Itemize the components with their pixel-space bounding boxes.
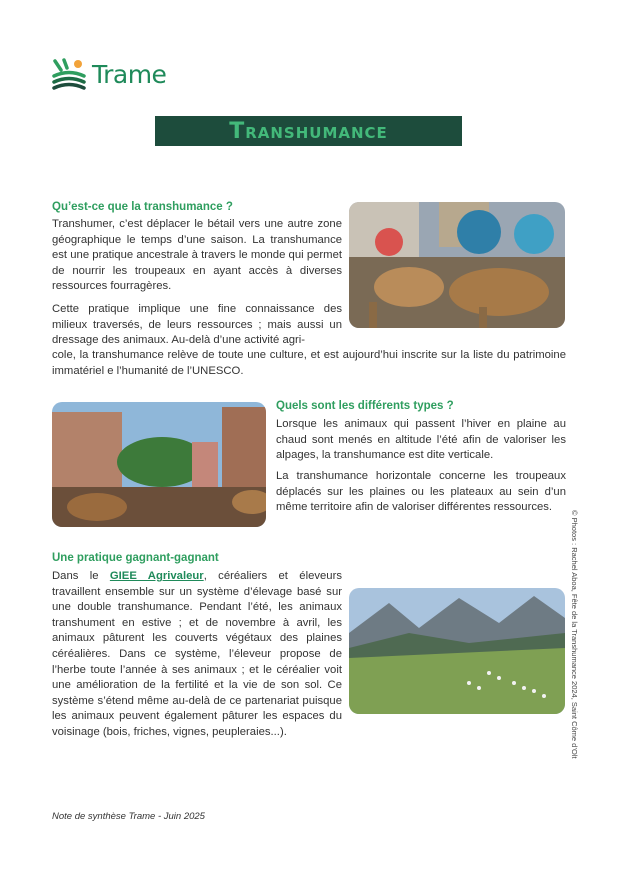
trame-logo-icon [52,57,86,91]
village-fountain-photo [52,402,266,527]
section-3-heading: Une pratique gagnant-gagnant [52,552,219,564]
section-1-paragraph-1: Transhumer, c’est déplacer le bétail vers une autre zone géographique le temps d’une saison. La transhumance est une pratique ancestrale à travers le monde qui permet de nourrir les troupeaux en ayant accès à diverses ressources fourragères. [52,218,342,293]
section-2-paragraph-2: La transhumance horizontale concerne les troupeaux déplacés sur les plaines ou les plateaux au sein d’un même territoire afin de valoriser différentes ressources. [276,470,566,514]
section-1-paragraph-3: cole, la transhumance relève de toute une culture, et est aujourd’hui inscrite sur la liste du patrimoine immatériel e l’humanité de l’UNESCO. [52,349,566,377]
festival-cows-photo [349,202,565,328]
section-2-heading: Quels sont les différents types ? [276,400,454,412]
section-1-heading: Qu’est-ce que la transhumance ? [52,201,233,213]
photo-credit: © Photos : Rachel Aboa, Fête de la Transhumance 2024, Saint Côme d’Olt [570,510,579,759]
giee-agrivaleur-link[interactable]: GIEE Agrivaleur [109,570,204,582]
section-3-text-before: Dans le [52,570,110,582]
page-title: Transhumance [229,118,388,144]
section-2-paragraph-1: Lorsque les animaux qui passent l’hiver en plaine au chaud sont menés en altitude l’été afin de valoriser les alpages, la transhumance est dite verticale. [276,418,566,462]
section-3-text-after: , céréaliers et éleveurs travaillent ensemble sur un système d’élevage basé sur une double transhumance. Pendant l’été, les animaux transhument en estive ; et de novembre à avril, les animaux pâturent les couverts végétaux des plaines céréalières. Dans ce système, l’éleveur propose de l’herbe toute l’année à ses animaux ; et le céréalier voit une amélioration de la fertilité et la vie de son sol. Ce système s’étend même au-delà de ce partenariat puisque les animaux peuvent également pâturer les espaces du voisinage (bois, friches, vignes, peupleraies...). [52,570,342,738]
section-3-paragraph [52,569,342,741]
title-banner [155,116,462,146]
brand-name: Trame [92,59,167,89]
brand-logo [52,57,166,91]
section-1-paragraph-2: Cette pratique implique une fine connaissance des milieux traversés, de leurs ressources ; mais aussi un dressage des animaux. Au-delà d’une activité agri- [52,303,342,347]
footer-note: Note de synthèse Trame - Juin 2025 [52,811,205,822]
mountain-pasture-photo [349,588,565,714]
